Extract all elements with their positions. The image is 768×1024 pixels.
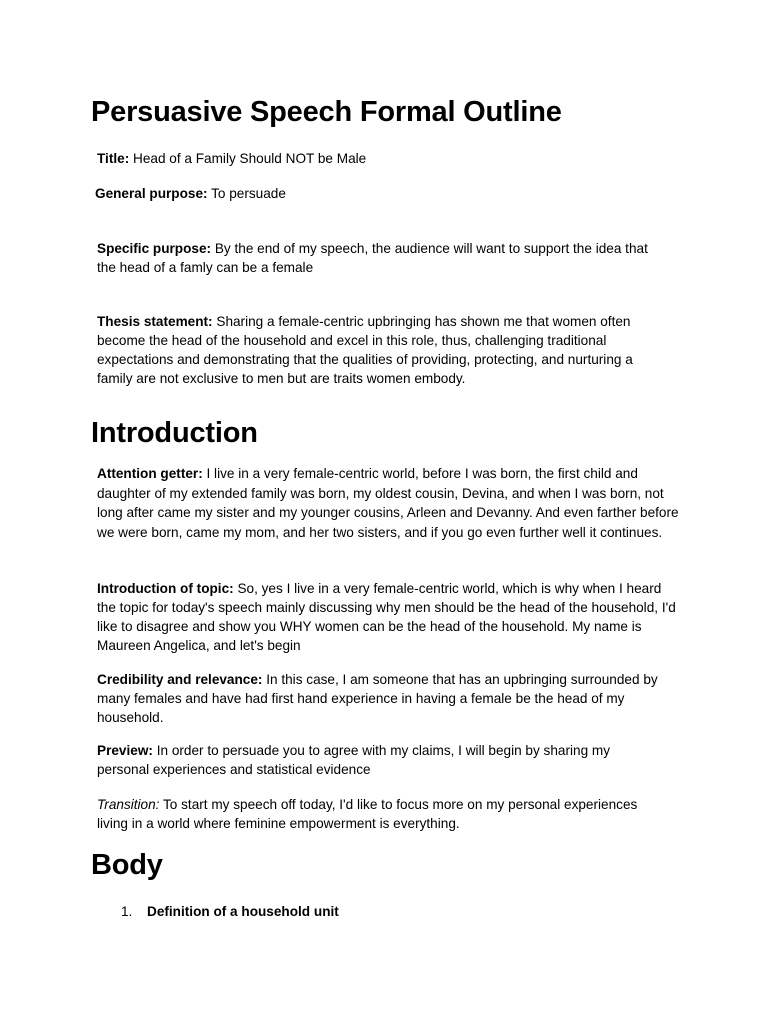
attention-getter-value: I live in a very female-centric world, before I was born, the first child and daughter of my extended family was born, my oldest cousin, Devina, and when I was born, not long after came my sister and my younger cousins, Arleen and Devanny. And even farther before we were born, came my mom, and her two sisters, and if you go even further well it continues.: [97, 466, 679, 540]
title-value: Head of a Family Should NOT be Male: [133, 151, 367, 166]
credibility-label: Credibility and relevance:: [97, 672, 263, 687]
thesis-field: [97, 312, 657, 388]
thesis-label: Thesis statement:: [97, 314, 213, 329]
general-purpose-value: To persuade: [211, 186, 286, 201]
preview-value: In order to persuade you to agree with my claims, I will begin by sharing my personal experiences and statistical evidence: [97, 743, 611, 777]
specific-purpose-value: By the end of my speech, the audience will want to support the idea that the head of a famly can be a female: [97, 241, 648, 275]
specific-purpose-field: [97, 239, 667, 277]
credibility-field: [97, 670, 677, 727]
attention-getter-label: Attention getter:: [97, 466, 203, 481]
attention-getter-field: [97, 464, 682, 542]
credibility-value: In this case, I am someone that has an upbringing surrounded by many females and have had first hand experience in having a female be the head of my household.: [97, 672, 658, 725]
introduction-of-topic-field: [97, 579, 677, 655]
introduction-of-topic-label: Introduction of topic:: [97, 581, 234, 596]
list-item-number: 1.: [121, 904, 133, 919]
preview-field: [97, 741, 637, 779]
transition-field: [97, 795, 657, 833]
introduction-of-topic-value: So, yes I live in a very female-centric world, which is why when I heard the topic for today's speech mainly discussing why men should be the head of the household, I'd like to disagree and show you WHY women can be the head of the household. My name is Maureen Angelica, and let's begin: [97, 581, 676, 653]
document-title: Persuasive Speech Formal Outline: [91, 96, 562, 128]
thesis-value: Sharing a female-centric upbringing has shown me that women often become the head of the household and excel in this role, thus, challenging traditional expectations and demonstrating that the qualities of providing, protecting, and nurturing a family are not exclusive to men but are traits women embody.: [97, 314, 633, 386]
specific-purpose-label: Specific purpose:: [97, 241, 212, 256]
general-purpose-field: [95, 184, 680, 203]
transition-label: Transition:: [97, 797, 160, 812]
preview-label: Preview:: [97, 743, 153, 758]
list-item: [121, 902, 421, 921]
transition-value: To start my speech off today, I'd like to focus more on my personal experiences living in a world where feminine empowerment is everything.: [97, 797, 638, 831]
introduction-heading: Introduction: [91, 417, 258, 449]
title-field: [97, 149, 682, 168]
list-item-text: Definition of a household unit: [147, 904, 339, 919]
general-purpose-label: General purpose:: [95, 186, 208, 201]
body-heading: Body: [91, 849, 163, 881]
title-label: Title:: [97, 151, 130, 166]
